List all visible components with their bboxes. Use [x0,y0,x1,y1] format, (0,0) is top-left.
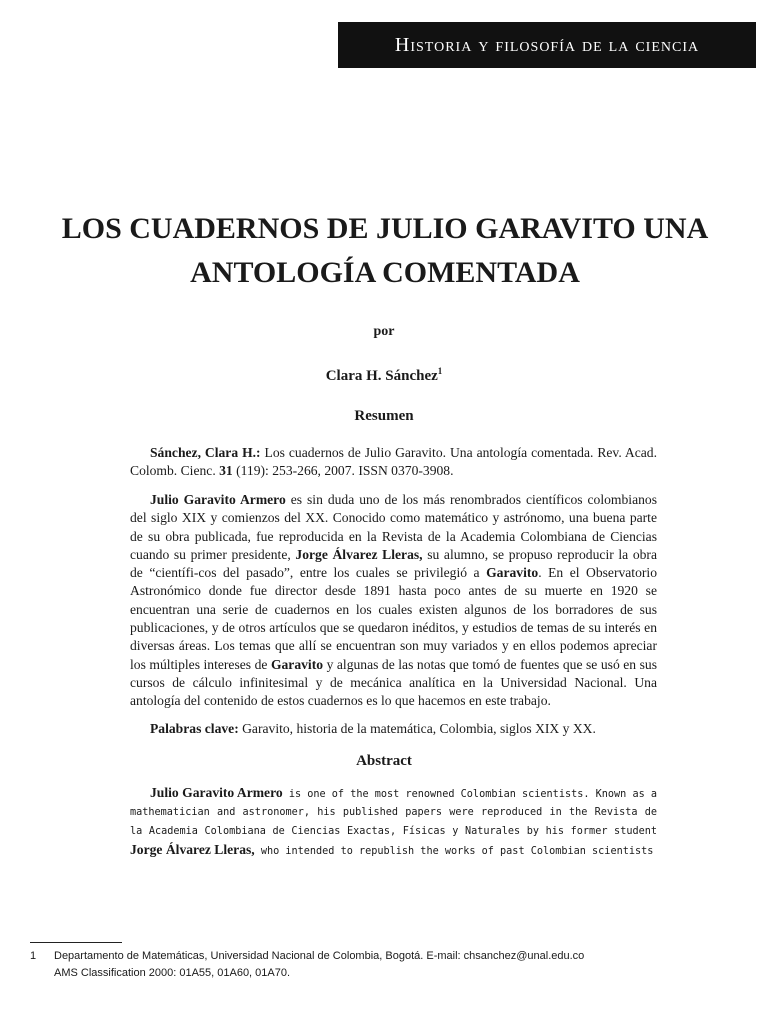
footnote-rule [30,942,122,943]
resumen-text-2: su alumno, se propuso reproducir la obra de “científi-cos del pasado”, entre los cuales se privilegió a [130,546,657,581]
footnote-ams-classification: AMS Classification 2000: 01A55, 01A60, 01A70. [54,967,291,979]
resumen-heading: Resumen [354,408,414,424]
citation-volume: 31 [219,463,233,479]
title-line-1: LOS CUADERNOS DE JULIO GARAVITO UNA [61,212,709,245]
abstract-text-1: is one of the most renowned Colombian scientists. Known as a mathematician and astronomer, his published papers were reproduced in the Revista de la Academia Colombiana de Ciencias Exactas, Físicas y Naturales by his former student [130,789,657,837]
citation-text: Los cuadernos de Julio Garavito. Una antología comentada. Rev. Acad. Colomb. Cienc. [130,445,658,479]
article-title [40,207,730,295]
citation-paragraph [130,444,657,481]
resumen-text-3: . En el Observatorio Astronómico donde fue director desde 1891 hasta poco antes de su muerte en 1920 se encuentran una serie de cuadernos en los cuales existen algunos de los borradores de sus publicaciones, y de otros artículos que se quedaron inéditos, y estudios de temas de su interés en diversas áreas. Los temas que allí se encuentran son muy variados y en ellos podemos apreciar los múltiples intereses de [130,565,657,672]
author-footnote-mark: 1 [437,366,443,376]
footnote [30,948,750,982]
author-name: Clara H. Sánchez [325,368,438,384]
resumen-bold-1: Julio Garavito Armero [150,492,286,507]
resumen-bold-4: Garavito [270,656,324,672]
citation-rest: (119): 253-266, 2007. ISSN 0370-3908. [232,463,454,479]
abstract-text-2: who intended to republish the works of past Colombian scientists [254,845,654,857]
author-name-block [0,366,768,385]
keywords-text: Garavito, historia de la matemática, Colombia, siglos XIX y XX. [238,721,596,736]
abstract-bold-2: Jorge Álvarez Lleras, [130,841,255,857]
footnote-number: 1 [30,950,37,962]
byline-por: por [373,324,395,339]
footnote-affiliation: Departamento de Matemáticas, Universidad Nacional de Colombia, Bogotá. E-mail: chsanchez@unal.edu.co [54,950,585,962]
abstract-bold-1: Julio Garavito Armero [150,785,283,800]
abstract-heading: Abstract [356,753,412,769]
section-header-label: Historia y filosofía de la ciencia [394,33,700,56]
title-line-2: ANTOLOGÍA COMENTADA [190,256,580,289]
section-header [338,22,756,68]
resumen-text-1: es sin duda uno de los más renombrados científicos colombianos del siglo XIX y comienzos del XX. Conocido como matemático y astrónomo, una buena parte de su obra publicada, fue reproducida en la Revista de la Academia Colombiana de Ciencias cuando su primer presidente, [130,492,657,562]
resumen-bold-3: Garavito [486,565,539,581]
keywords-label: Palabras clave: [150,721,239,736]
resumen-text-4: y algunas de las notas que tomó de fuentes que se usó en sus cursos de cálculo infinitesimal y de mecánica analítica en la Universidad Nacional. Una antología del contenido de estos cuadernos es lo que hacemos en este trabajo. [130,656,657,709]
resumen-paragraph [130,491,657,711]
citation-author: Sánchez, Clara H.: [150,445,261,460]
resumen-bold-2: Jorge Álvarez Lleras, [295,546,423,562]
abstract-paragraph [130,784,657,861]
keywords-paragraph [130,720,657,738]
